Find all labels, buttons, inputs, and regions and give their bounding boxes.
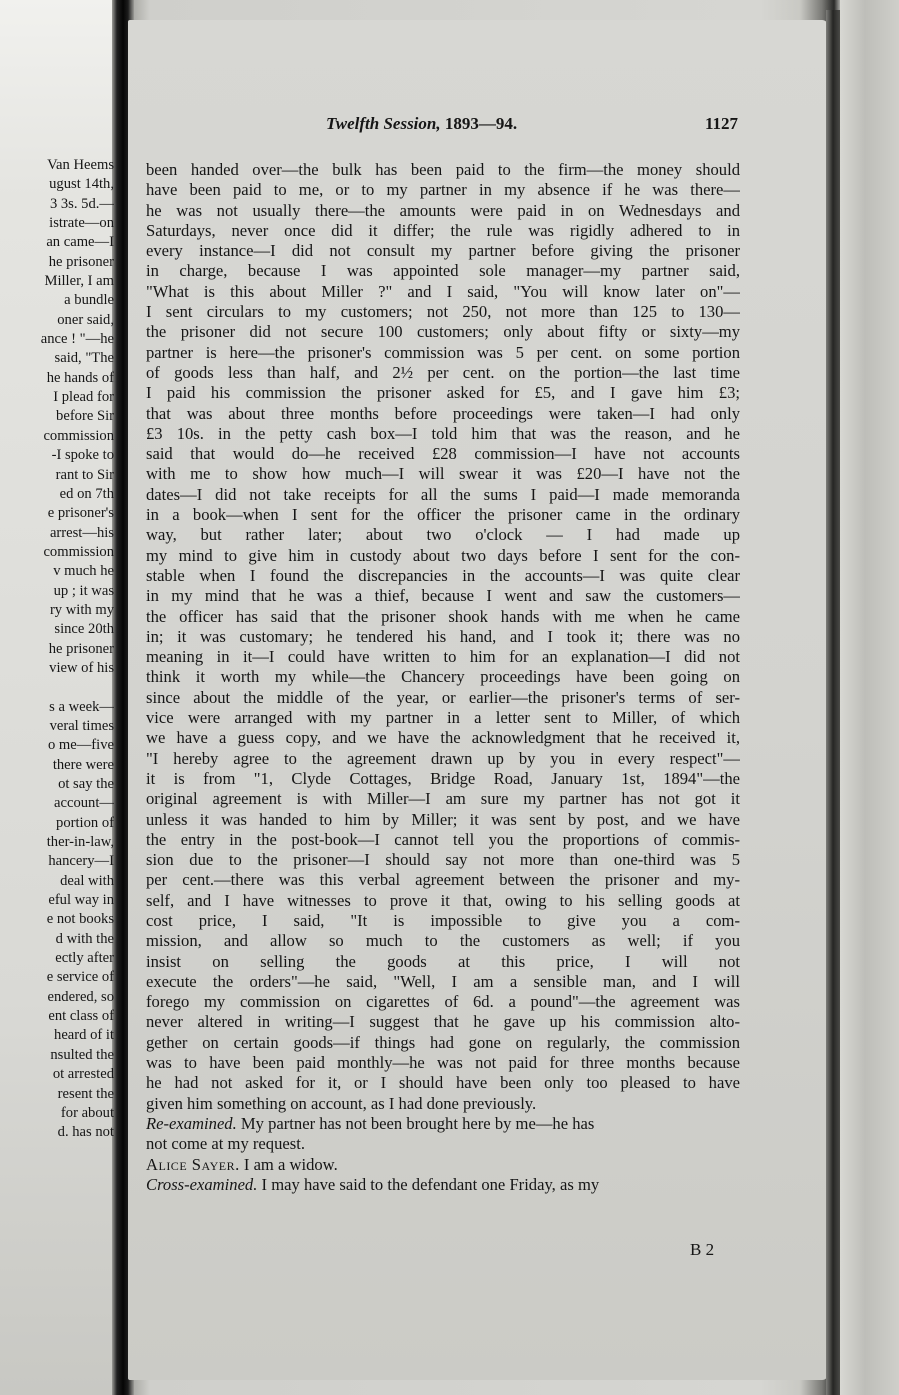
left-page-line: oner said,	[57, 311, 114, 328]
testimony-line: with me to show how much—I will swear it was £20—I have not the	[146, 464, 740, 484]
testimony-line: £3 10s. in the petty cash box—I told him that was the reason, and he	[146, 423, 740, 443]
left-page-line: deal with	[60, 872, 114, 889]
testimony-line: Saturdays, never once did it differ; the rule was rigidly adhered to in	[146, 220, 740, 240]
left-page-line: s a week—	[49, 698, 114, 715]
witness-line	[146, 1155, 740, 1175]
cross-examined-label: Cross-examined.	[146, 1174, 258, 1194]
testimony-line: since about the middle of the year, or earlier—the prisoner's terms of ser-	[146, 687, 740, 707]
testimony-line: we have a guess copy, and we have the acknowledgment that he received it,	[146, 728, 740, 748]
left-page-line: d. has not	[57, 1124, 114, 1141]
testimony-line: in my mind that he was a thief, because I went and saw the customers—	[146, 586, 740, 606]
testimony-line: vice were arranged with my partner in a letter sent to Miller, of which	[146, 708, 740, 728]
left-page-line: ectly after	[55, 950, 114, 967]
left-page-line: said, "The	[54, 350, 114, 367]
testimony-line: dates—I did not take receipts for all the sums I paid—I made memoranda	[146, 484, 740, 504]
left-page-line: there were	[52, 756, 114, 773]
left-page-line: ther-in-law,	[46, 834, 114, 851]
session-years: 1893—94.	[444, 114, 518, 133]
left-page-line: ance ! "—he	[40, 331, 114, 348]
testimony-line: said that would do—he received £28 commission—I have not accounts	[146, 444, 740, 464]
left-page-line: portion of	[56, 814, 114, 831]
left-page-line: a bundle	[64, 292, 114, 309]
testimony-line: he had not asked for it, or I should have been only too pleased to have	[146, 1073, 740, 1093]
left-page-line: up ; it was	[53, 582, 114, 599]
left-page-line: he prisoner	[48, 640, 114, 657]
left-page-line: -I spoke to	[51, 447, 114, 464]
left-page-line: Miller, I am	[44, 273, 114, 290]
left-page-line: arrest—his	[49, 524, 114, 541]
left-page-line: for about	[60, 1104, 114, 1121]
page-number: 1127	[704, 114, 738, 133]
left-page-line: resent the	[57, 1085, 114, 1102]
left-page-line: e not books	[46, 911, 114, 928]
testimony-line: the entry in the post-book—I cannot tell you the proportions of commis-	[146, 829, 740, 849]
testimony-line: never altered in writing—I suggest that he gave up his commission alto-	[146, 1012, 740, 1032]
testimony-line: it is from "1, Clyde Cottages, Bridge Road, January 1st, 1894"—the	[146, 768, 740, 788]
cross-examined-line	[146, 1175, 740, 1195]
left-page-text	[0, 156, 114, 1143]
testimony-line: unless it was handed to him by Miller; it was sent by post, and we have	[146, 809, 740, 829]
testimony-line: in; it was customary; he tendered his hand, and I took it; there was no	[146, 626, 740, 646]
left-page-line: v much he	[53, 563, 114, 580]
left-page-line: e service of	[46, 969, 114, 986]
testimony-line: execute the orders"—he said, "Well, I am a sensible man, and I will	[146, 971, 740, 991]
testimony-line: he was not usually there—the amounts were paid in on Wednesdays and	[146, 200, 740, 220]
testimony-line: sion due to the prisoner—I should say not more than one-third was 5	[146, 850, 740, 870]
reexamined-label: Re-examined.	[146, 1113, 237, 1133]
witness-name: Alice Sayer.	[146, 1154, 240, 1174]
testimony-line: "I hereby agree to the agreement drawn up by you in every respect"—	[146, 748, 740, 768]
testimony-line: I paid his commission the prisoner asked for £5, and I gave him £3;	[146, 383, 740, 403]
left-page-line: rant to Sir	[55, 466, 114, 483]
reexamined-line	[146, 1114, 740, 1134]
left-page-line: ot arrested	[52, 1066, 114, 1083]
left-page-line: e prisoner's	[47, 505, 114, 522]
testimony-line: "What is this about Miller ?" and I said, "You will know later on"—	[146, 281, 740, 301]
testimony-line: I sent circulars to my customers; not 250, not more than 125 to 130—	[146, 302, 740, 322]
testimony-line: been handed over—the bulk has been paid to the firm—the money should	[146, 160, 740, 179]
reexamined-text: My partner has not been brought here by me—he has	[240, 1113, 595, 1133]
left-page-line: I plead for	[53, 389, 114, 406]
page-edge-shadow	[826, 10, 840, 1395]
testimony-line: gether on certain goods—if things had gone on regularly, the commission	[146, 1032, 740, 1052]
left-page-line: ot say the	[58, 776, 114, 792]
left-page-line: hancery—I	[48, 853, 114, 870]
left-page-line: commission	[43, 543, 114, 560]
left-page-line: account—	[54, 795, 114, 812]
testimony-line: in a book—when I sent for the officer the prisoner came in the ordinary	[146, 505, 740, 525]
left-page-line: o me—five	[47, 737, 114, 754]
testimony-line: think it worth my while—the Chancery proceedings have been going on	[146, 667, 740, 687]
left-page-line: view of his	[49, 659, 114, 676]
cross-examined-text: I may have said to the defendant one Friday, as my	[261, 1174, 600, 1194]
left-page-line: istrate—on	[49, 215, 114, 232]
testimony-line: original agreement is with Miller—I am sure my partner has not got it	[146, 789, 740, 809]
witness-text: I am a widow.	[243, 1154, 338, 1174]
testimony-line: partner is here—the prisoner's commission was 5 per cent. on some portion	[146, 342, 740, 362]
left-page-line: ed on 7th	[59, 485, 114, 502]
scanner-margin	[840, 0, 899, 1395]
testimony-line: mission, and allow so much to the customers as well; if you	[146, 931, 740, 951]
testimony-line: the officer has said that the prisoner shook hands with me when he came	[146, 606, 740, 626]
left-page-line: veral times	[49, 717, 114, 734]
testimony-line: was to have been paid monthly—he was not paid for three months because	[146, 1053, 740, 1073]
testimony-line: that was about three months before proceedings were taken—I had only	[146, 403, 740, 423]
testimony-line: cost price, I said, "It is impossible to give you a com-	[146, 910, 740, 930]
left-page-line: ugust 14th,	[49, 176, 114, 193]
testimony-line: have been paid to me, or to my partner in my absence if he was there—	[146, 180, 740, 200]
session-title: Twelfth Session, 1893—94.	[326, 114, 518, 133]
left-page-line: since 20th	[54, 621, 114, 638]
left-page-line: commission	[43, 427, 114, 444]
left-page-line: Van Heems	[47, 157, 114, 173]
left-page-line: before Sir	[56, 408, 114, 425]
testimony-line: my mind to give him in custody about two days before I sent for the con-	[146, 545, 740, 565]
reexamined-line-2: not come at my request.	[146, 1134, 305, 1154]
testimony-line: given him something on account, as I had done previously.	[146, 1093, 537, 1113]
running-header	[146, 114, 738, 138]
left-page-line: he hands of	[46, 369, 114, 386]
testimony-line: every instance—I did not consult my partner before giving the prisoner	[146, 241, 740, 261]
testimony-line: stable when I found the discrepancies in the accounts—I was quite clear	[146, 565, 740, 585]
left-page-line: he prisoner	[48, 253, 114, 270]
left-page-line: endered, so	[47, 988, 114, 1005]
testimony-line: forego my commission on cigarettes of 6d. a pound"—the agreement was	[146, 992, 740, 1012]
left-page-line: an came—I	[46, 234, 114, 251]
testimony-line: way, but rather later; about two o'clock — I had made up	[146, 525, 740, 545]
left-page-line: ry with my	[49, 601, 114, 618]
left-page-line: d with the	[55, 930, 114, 947]
left-page-line: eful way in	[48, 892, 114, 909]
testimony-lines	[146, 160, 740, 1114]
left-page-line	[0, 678, 114, 697]
testimony-line: the prisoner did not secure 100 customers; only about fifty or sixty—my	[146, 322, 740, 342]
testimony-line: of goods less than half, and 2½ per cent. on the portion—the last time	[146, 362, 740, 382]
testimony-body	[146, 160, 740, 1195]
testimony-line: self, and I have witnesses to prove it that, owing to his selling goods at	[146, 890, 740, 910]
testimony-line: in charge, because I was appointed sole manager—my partner said,	[146, 261, 740, 281]
testimony-line: meaning in it—I could have written to him for an explanation—I did not	[146, 647, 740, 667]
left-page-line: 3 3s. 5d.—	[49, 195, 114, 212]
left-page-line: heard of it	[54, 1027, 114, 1044]
left-page-line: nsulted the	[50, 1046, 114, 1063]
testimony-line: per cent.—there was this verbal agreement between the prisoner and my-	[146, 870, 740, 890]
left-page-line: ent class of	[48, 1008, 114, 1025]
signature-mark: B 2	[690, 1240, 715, 1259]
testimony-line: insist on selling the goods at this price, I will not	[146, 951, 740, 971]
